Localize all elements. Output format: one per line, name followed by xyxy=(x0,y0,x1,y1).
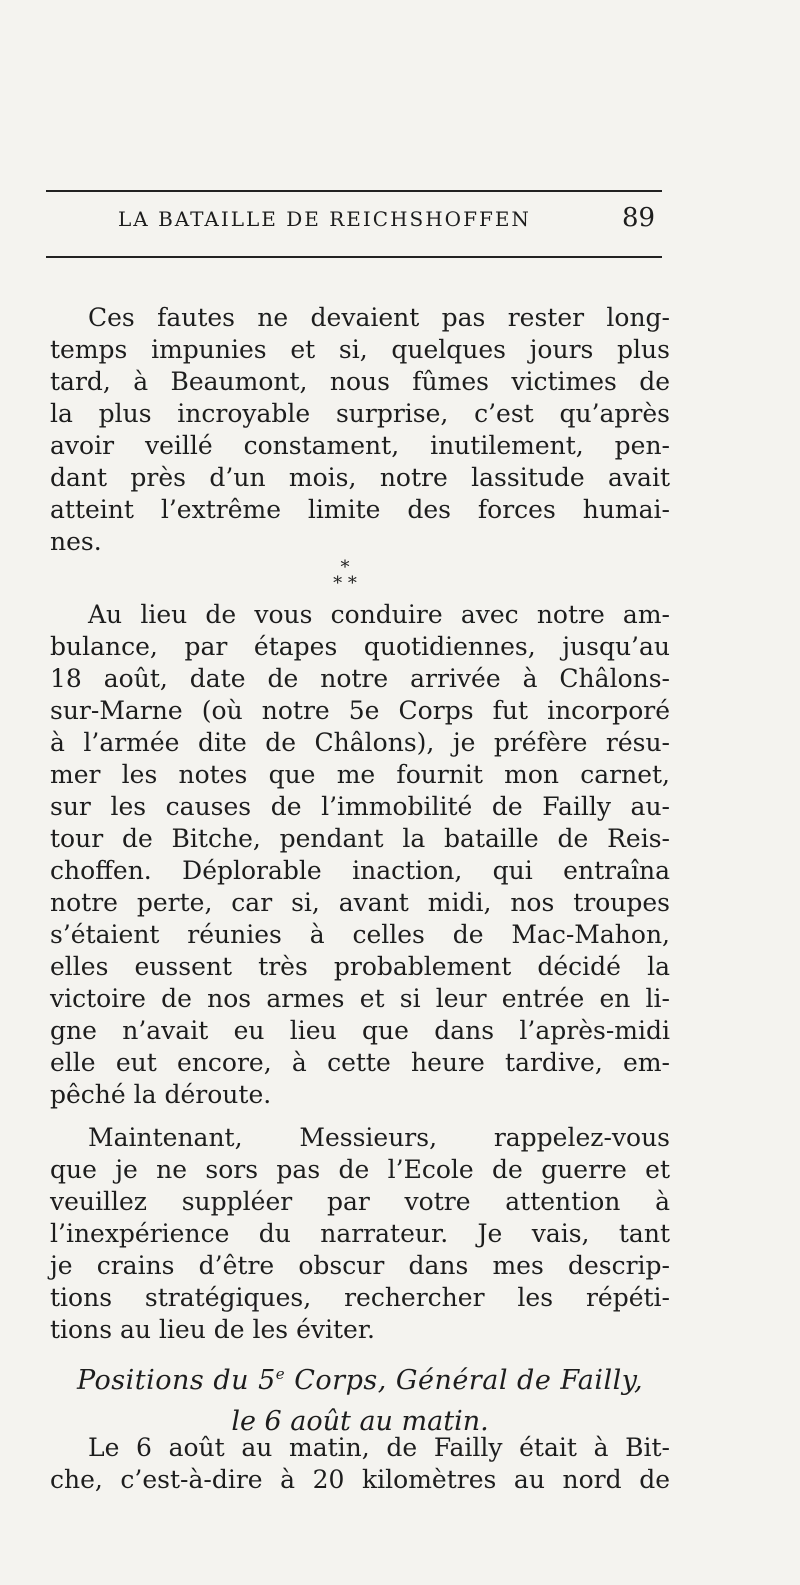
text-line: la plus incroyable surprise, c’est qu’après xyxy=(50,399,670,428)
text-line: Maintenant, Messieurs, rappelez-vous xyxy=(88,1123,670,1152)
asterism-bottom: * * xyxy=(333,573,357,594)
text-line: tour de Bitche, pendant la bataille de Reis- xyxy=(50,824,670,853)
text-line: je crains d’être obscur dans mes descrip- xyxy=(50,1251,670,1280)
text-line: sur les causes de l’immobilité de Failly au- xyxy=(50,792,670,821)
text-line: temps impunies et si, quelques jours plus xyxy=(50,335,670,364)
text-line: dant près d’un mois, notre lassitude avait xyxy=(50,463,670,492)
text-line: Ces fautes ne devaient pas rester long- xyxy=(88,303,670,332)
paragraph-3 xyxy=(50,1122,670,1346)
text-line: l’inexpérience du narrateur. Je vais, tant xyxy=(50,1219,670,1248)
text-line: s’étaient réunies à celles de Mac-Mahon, xyxy=(50,920,670,949)
section-subheading: le 6 août au matin. xyxy=(231,1406,489,1437)
text-line: que je ne sors pas de l’Ecole de guerre et xyxy=(50,1155,670,1184)
text-line: mer les notes que me fournit mon carnet, xyxy=(50,760,670,789)
header-top-rule xyxy=(46,190,662,192)
heading-text: Corps, Général de Failly, xyxy=(285,1365,644,1396)
section-heading xyxy=(50,1365,670,1396)
text-line: gne n’avait eu lieu que dans l’après-midi xyxy=(50,1016,670,1045)
asterism xyxy=(320,557,370,594)
paragraph-2 xyxy=(50,599,670,1111)
paragraph-1 xyxy=(50,302,670,558)
text-line: tions stratégiques, rechercher les répéti- xyxy=(50,1283,670,1312)
text-line: tard, à Beaumont, nous fûmes victimes de xyxy=(50,367,670,396)
heading-text: Positions du 5 xyxy=(76,1365,276,1396)
text-line: avoir veillé constament, inutilement, pen- xyxy=(50,431,670,460)
text-line: nes. xyxy=(50,527,102,556)
text-line: Le 6 août au matin, de Failly était à Bit- xyxy=(88,1433,670,1462)
text-line: à l’armée dite de Châlons), je préfère résu- xyxy=(50,728,670,757)
asterism-top: * xyxy=(340,557,350,578)
text-line: choffen. Déplorable inaction, qui entraîna xyxy=(50,856,670,885)
text-line: elles eussent très probablement décidé la xyxy=(50,952,670,981)
text-line: atteint l’extrême limite des forces humai- xyxy=(50,495,670,524)
paragraph-4 xyxy=(50,1432,670,1496)
text-line: 18 août, date de notre arrivée à Châlons- xyxy=(50,664,670,693)
text-line: che, c’est-à-dire à 20 kilomètres au nord de xyxy=(50,1465,670,1494)
running-title: LA BATAILLE DE REICHSHOFFEN xyxy=(118,207,531,231)
text-line: sur-Marne (où notre 5e Corps fut incorporé xyxy=(50,696,670,725)
text-line: tions au lieu de les éviter. xyxy=(50,1315,375,1344)
text-line: veuillez suppléer par votre attention à xyxy=(50,1187,670,1216)
text-line: bulance, par étapes quotidiennes, jusqu’au xyxy=(50,632,670,661)
page-number: 89 xyxy=(622,203,656,233)
text-line: pêché la déroute. xyxy=(50,1080,272,1109)
text-line: Au lieu de vous conduire avec notre am- xyxy=(88,600,670,629)
text-line: notre perte, car si, avant midi, nos troupes xyxy=(50,888,670,917)
text-line: elle eut encore, à cette heure tardive, em- xyxy=(50,1048,670,1077)
text-line: victoire de nos armes et si leur entrée en li- xyxy=(50,984,670,1013)
heading-superscript: e xyxy=(275,1365,286,1383)
header-bottom-rule xyxy=(46,256,662,258)
